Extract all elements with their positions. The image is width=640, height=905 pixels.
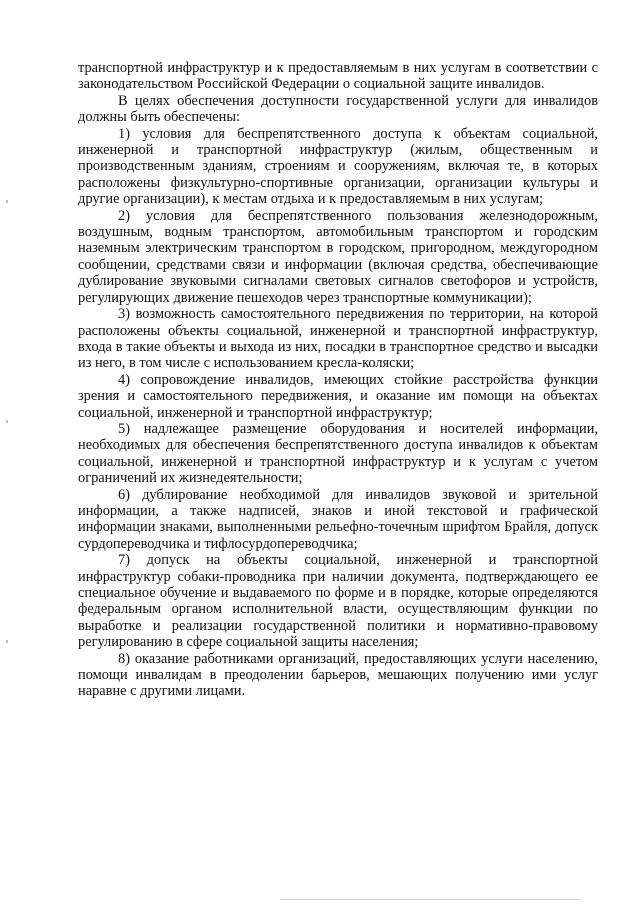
list-item-4: 4) сопровождение инвалидов, имеющих стойкие расстройства функции зрения и самостоятельного передвижения, и оказание им помощи на объектах социальной, инженерной и транспортной инфраструктур; bbox=[78, 371, 598, 421]
list-item-8: 8) оказание работниками организаций, предоставляющих услуги населению, помощи инвалидам в преодолении барьеров, мешающих получению ими услуг наравне с другими лицами. bbox=[78, 650, 598, 700]
list-item-6: 6) дублирование необходимой для инвалидов звуковой и зрительной информации, а также надписей, знаков и иной текстовой и графической информации знаками, выполненными рельефно-точечным шрифтом Брайля, допуск сурдопереводчика и тифлосурдопереводчика; bbox=[78, 486, 598, 552]
scan-edge-mark bbox=[6, 200, 8, 203]
paragraph-continuation: транспортной инфраструктур и к предоставляемым в них услугам в соответствии с законодательством Российской Федерации о социальной защите инвалидов. bbox=[78, 60, 598, 93]
scan-edge-mark bbox=[6, 640, 8, 643]
list-item-1: 1) условия для беспрепятственного доступа к объектам социальной, инженерной и транспортной инфраструктур (жилым, общественным и производственным зданиям, строениям и сооружениям, включая те, в которых расположены физкультурно-спортивные организации, организации культуры и другие организации), к местам отдыха и к предоставляемым в них услугам; bbox=[78, 125, 598, 208]
list-item-3: 3) возможность самостоятельного передвижения по территории, на которой расположены объекты социальной, инженерной и транспортной инфраструктур, входа в такие объекты и выхода из них, посадки в транспортное средство и высадки из него, в том числе с использованием кресла-коляски; bbox=[78, 306, 598, 372]
list-item-2: 2) условия для беспрепятственного пользования железнодорожным, воздушным, водным транспортом, автомобильным транспортом и городским наземным электрическим транспортом в городском, пригородном, междугородном сообщении, средствами связи и информации (включая средства, обеспечивающие дублирование звуковыми сигналами световых сигналов светофоров и устройств, регулирующих движение пешеходов через транспортные коммуникации); bbox=[78, 207, 598, 306]
list-item-7: 7) допуск на объекты социальной, инженерной и транспортной инфраструктур собаки-проводника при наличии документа, подтверждающего ее специальное обучение и выдаваемого по форме и в порядке, которые определяются федеральным органом исполнительной власти, осуществляющим функции по выработке и реализации государственной политики и нормативно-правовому регулированию в сфере социальной защиты населения; bbox=[78, 552, 598, 651]
paragraph-intro: В целях обеспечения доступности государственной услуги для инвалидов должны быть обеспечены: bbox=[78, 92, 598, 126]
document-page bbox=[78, 60, 598, 700]
scan-bottom-rule bbox=[280, 899, 580, 900]
scan-edge-mark bbox=[6, 420, 8, 423]
list-item-5: 5) надлежащее размещение оборудования и носителей информации, необходимых для обеспечения беспрепятственного доступа инвалидов к объектам социальной, инженерной и транспортной инфраструктур и к услугам с учетом ограничений их жизнедеятельности; bbox=[78, 420, 598, 487]
